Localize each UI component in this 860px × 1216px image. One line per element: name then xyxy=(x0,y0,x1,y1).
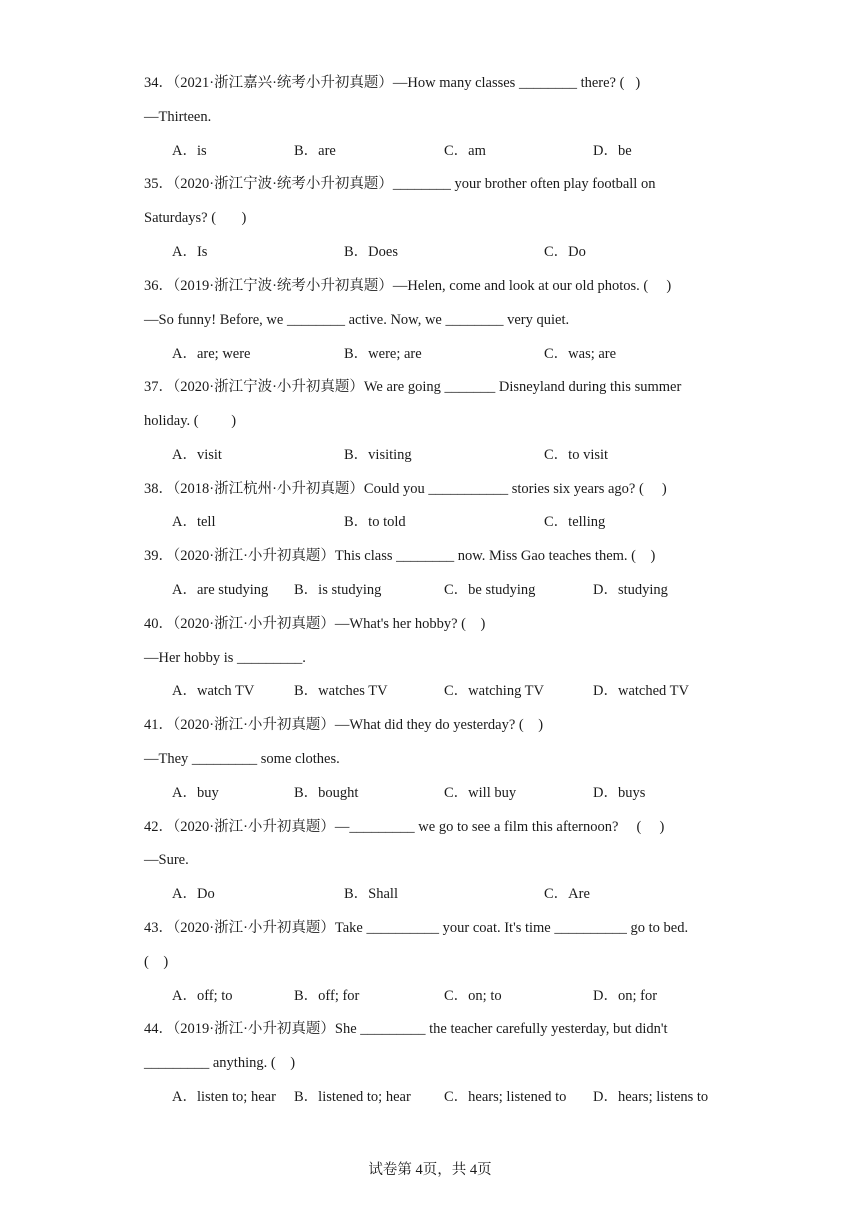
answer-option: C．Are xyxy=(544,886,590,902)
option-row xyxy=(172,344,772,364)
answer-option: B．are xyxy=(294,143,336,159)
question-stem: 44．（2019·浙江·小升初真题）She _________ the teacher carefully yesterday, but didn't xyxy=(144,1021,668,1037)
answer-option: B．watches TV xyxy=(294,683,388,699)
answer-option: A．Do xyxy=(172,886,215,902)
question-stem: 38．（2018·浙江杭州·小升初真题）Could you ___________ stories six years ago? ( ) xyxy=(144,481,667,497)
option-row xyxy=(172,783,772,803)
answer-option: B．Does xyxy=(344,244,398,260)
answer-option: C．be studying xyxy=(444,582,536,598)
option-row xyxy=(172,1087,772,1107)
option-row xyxy=(172,512,772,532)
answer-option: C．to visit xyxy=(544,447,609,463)
answer-option: B．is studying xyxy=(294,582,382,598)
option-row xyxy=(172,242,772,262)
option-row xyxy=(172,681,772,701)
question-line: Saturdays? ( ) xyxy=(144,210,247,226)
question-line: —Her hobby is _________. xyxy=(144,650,306,666)
answer-option: D．buys xyxy=(593,785,646,801)
question-line: —They _________ some clothes. xyxy=(144,751,340,767)
answer-option: D．be xyxy=(593,143,632,159)
question-stem: 34．（2021·浙江嘉兴·统考小升初真题）—How many classes ________ there? ( ) xyxy=(144,75,641,91)
answer-option: A．are studying xyxy=(172,582,269,598)
option-row xyxy=(172,445,772,465)
question-stem: 40．（2020·浙江·小升初真题）—What's her hobby? ( ) xyxy=(144,616,486,632)
option-row xyxy=(172,141,772,161)
answer-option: A．off; to xyxy=(172,988,233,1004)
answer-option: A．Is xyxy=(172,244,208,260)
answer-option: B．listened to; hear xyxy=(294,1089,411,1105)
answer-option: B．visiting xyxy=(344,447,412,463)
question-line: _________ anything. ( ) xyxy=(144,1055,296,1071)
answer-option: C．telling xyxy=(544,514,606,530)
question-stem: 35．（2020·浙江宁波·统考小升初真题）________ your brother often play football on xyxy=(144,176,656,192)
option-row xyxy=(172,986,772,1006)
answer-option: C．will buy xyxy=(444,785,517,801)
answer-option: A．tell xyxy=(172,514,216,530)
answer-option: D．on; for xyxy=(593,988,658,1004)
answer-option: C．am xyxy=(444,143,486,159)
question-line: holiday. ( ) xyxy=(144,413,237,429)
answer-option: B．were; are xyxy=(344,346,422,362)
answer-option: A．is xyxy=(172,143,207,159)
answer-option: C．on; to xyxy=(444,988,502,1004)
question-line: ( ) xyxy=(144,954,169,970)
answer-option: A．buy xyxy=(172,785,219,801)
question-stem: 39．（2020·浙江·小升初真题）This class ________ now. Miss Gao teaches them. ( ) xyxy=(144,548,656,564)
question-stem: 37．（2020·浙江宁波·小升初真题）We are going _______ Disneyland during this summer xyxy=(144,379,682,395)
answer-option: D．hears; listens to xyxy=(593,1089,709,1105)
answer-option: B．to told xyxy=(344,514,406,530)
answer-option: D．studying xyxy=(593,582,668,598)
question-stem: 42．（2020·浙江·小升初真题）—_________ we go to see a film this afternoon? ( ) xyxy=(144,819,665,835)
answer-option: A．listen to; hear xyxy=(172,1089,276,1105)
option-row xyxy=(172,580,772,600)
answer-option: A．are; were xyxy=(172,346,251,362)
answer-option: C．hears; listened to xyxy=(444,1089,567,1105)
answer-option: C．was; are xyxy=(544,346,617,362)
question-stem: 43．（2020·浙江·小升初真题）Take __________ your coat. It's time __________ go to bed. xyxy=(144,920,689,936)
page-footer: 试卷第 4页，共 4页 xyxy=(368,1162,492,1178)
answer-option: B．Shall xyxy=(344,886,398,902)
answer-option: B．bought xyxy=(294,785,359,801)
option-row xyxy=(172,884,772,904)
question-line: —Thirteen. xyxy=(144,109,212,125)
question-line: —Sure. xyxy=(144,852,189,868)
answer-option: D．watched TV xyxy=(593,683,689,699)
answer-option: C．watching TV xyxy=(444,683,545,699)
question-stem: 41．（2020·浙江·小升初真题）—What did they do yesterday? ( ) xyxy=(144,717,544,733)
question-line: —So funny! Before, we ________ active. Now, we ________ very quiet. xyxy=(144,312,570,328)
question-stem: 36．（2019·浙江宁波·统考小升初真题）—Helen, come and look at our old photos. ( ) xyxy=(144,278,672,294)
answer-option: A．watch TV xyxy=(172,683,255,699)
answer-option: C．Do xyxy=(544,244,586,260)
answer-option: A．visit xyxy=(172,447,222,463)
answer-option: B．off; for xyxy=(294,988,360,1004)
